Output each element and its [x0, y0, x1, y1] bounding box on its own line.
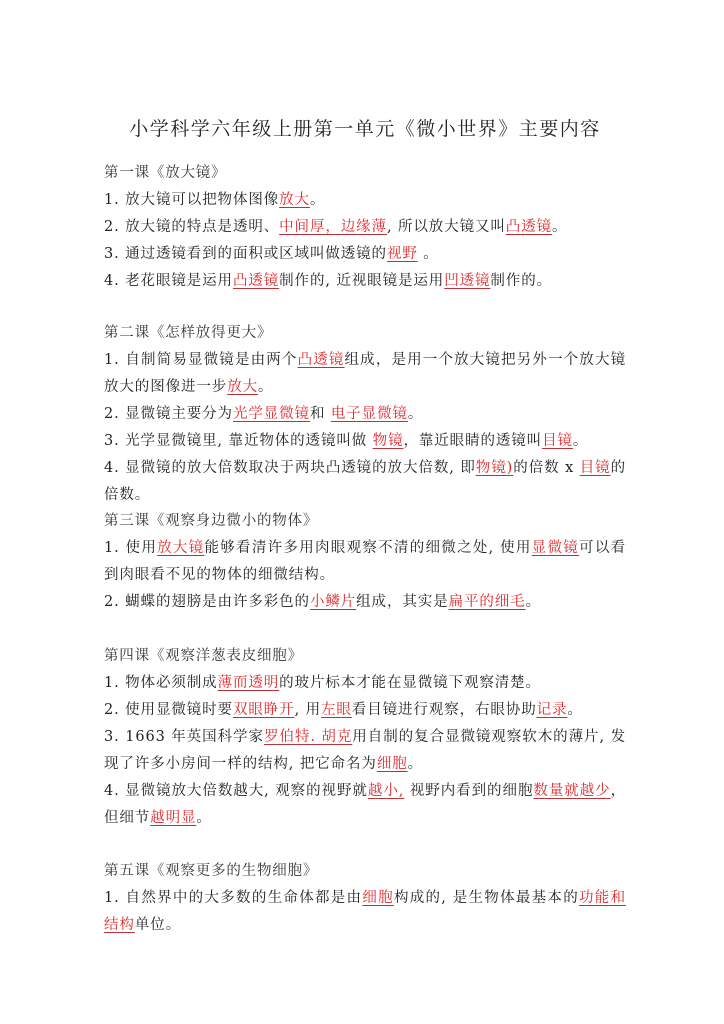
item-text: 。 [196, 810, 212, 826]
answer-blank: 小鳞片 [309, 594, 357, 610]
item-text: 1. 放大镜可以把物体图像 [104, 192, 280, 208]
item-text: 1. 自制简易显微镜是由两个 [104, 352, 298, 368]
item-text: 2. 使用显微镜时要 [104, 702, 233, 718]
item-text: 。 [407, 756, 424, 772]
answer-blank: 视野 [386, 246, 418, 262]
item-text: , 所以放大镜又叫 [386, 219, 506, 235]
item-text: 单位。 [134, 917, 182, 933]
answer-blank: 物镜 [372, 433, 404, 449]
item-text: 2. 放大镜的特点是透明、 [104, 219, 280, 235]
item-text: 2. 蝴蝶的翅膀是由许多彩色的 [104, 594, 310, 610]
answer-blank: 光学显微镜 [232, 406, 310, 422]
answer-blank: 越明显 [150, 810, 197, 826]
lesson-3 [104, 508, 626, 616]
list-item [104, 241, 626, 268]
list-item [104, 347, 626, 401]
list-item [104, 589, 626, 616]
list-item [104, 885, 626, 939]
item-text: 构成的, 是生物体最基本的 [393, 890, 580, 906]
item-text: 组成，其实是 [356, 594, 449, 610]
item-text: 3. 通过透镜看到的面积或区域叫做透镜的 [104, 246, 387, 262]
item-text: 1. 物体必须制成 [104, 675, 218, 691]
item-text: 4. 老花眼镜是运用 [104, 273, 233, 289]
item-text: 。 [552, 219, 568, 235]
lesson-heading: 第四课《观察洋葱表皮细胞》 [104, 648, 303, 664]
list-item [104, 214, 626, 241]
item-text: 。 [258, 379, 274, 395]
item-text: 的倍数 x [513, 460, 580, 476]
list-item [104, 268, 626, 295]
answer-blank: 细胞 [362, 890, 394, 906]
item-text: ，但细节 [104, 783, 627, 826]
item-text: 。 [572, 433, 589, 449]
answer-blank: 中间厚，边缘薄 [279, 219, 387, 235]
item-text: 3. 光学显微镜里, 靠近物体的透镜叫做 [104, 433, 373, 449]
list-item [104, 428, 626, 455]
list-item [104, 724, 626, 778]
answer-blank: 电子显微镜 [330, 406, 408, 422]
item-text: 4. 显微镜的放大倍数取决于两块凸透镜的放大倍数, 即 [104, 460, 476, 476]
list-item [104, 670, 626, 697]
item-text: 。 [417, 246, 439, 262]
answer-blank: 放大 [279, 192, 310, 208]
lesson-5 [104, 858, 626, 939]
item-text: 。 [309, 192, 326, 208]
item-text: 3. 1663 年英国科学家 [104, 729, 264, 745]
item-text: 的倍数。 [104, 460, 626, 503]
item-text: 组成，是用一个放大镜把另外一个放大镜放大的图像进一步 [104, 352, 627, 395]
item-text: 视野内看到的细胞 [404, 783, 534, 799]
answer-blank: 放大镜 [157, 540, 205, 556]
item-text: , 用 [294, 702, 321, 718]
item-text: 可以看到肉眼看不见的物体的细微结构。 [104, 540, 627, 583]
answer-blank: 罗伯特. 胡克 [263, 729, 353, 745]
lesson-heading: 第二课《怎样放得更大》 [104, 325, 273, 341]
item-text: 。 [567, 702, 583, 718]
item-text: 能够看清许多用肉眼观察不清的细微之处, 使用 [204, 540, 532, 556]
list-item [104, 535, 626, 589]
lesson-2 [104, 320, 626, 509]
item-text: 。 [525, 594, 541, 610]
answer-blank: 目镜 [579, 460, 611, 476]
item-text: 和 [309, 406, 331, 422]
item-text: 看目镜进行观察，右眼协助 [351, 702, 537, 718]
lesson-heading: 第三课《观察身边微小的物体》 [104, 513, 319, 529]
lesson-1 [104, 160, 626, 295]
answer-blank: 细胞 [376, 756, 408, 772]
answer-blank: 显微镜 [531, 540, 580, 556]
item-text: 制作的, 近视眼镜是运用 [279, 273, 445, 289]
answer-blank: 功能和结构 [104, 890, 626, 933]
item-text: 2. 显微镜主要分为 [104, 406, 233, 422]
answer-blank: 越小, [367, 783, 405, 799]
answer-blank: 凸透镜 [297, 352, 345, 368]
item-text: 用自制的复合显微镜观察软木的薄片, 发现了许多小房间一样的结构, 把它命名为 [104, 729, 626, 772]
item-text: 1. 使用 [104, 540, 158, 556]
answer-blank: 凸透镜 [505, 219, 552, 235]
answer-blank: 凸透镜 [232, 273, 280, 289]
list-item [104, 778, 626, 832]
answer-blank: 放大 [227, 379, 259, 395]
item-text: 1. 自然界中的大多数的生命体都是由 [104, 890, 363, 906]
lesson-heading: 第一课《放大镜》 [104, 165, 227, 181]
answer-blank: 物镜) [475, 460, 514, 476]
answer-blank: 左眼 [320, 702, 352, 718]
answer-blank: 凹透镜 [444, 273, 491, 289]
item-text: 4. 显微镜放大倍数越大, 观察的视野就 [104, 783, 368, 799]
answer-blank: 双眼睁开 [232, 702, 295, 718]
document-title: 小学科学六年级上册第一单元《微小世界》主要内容 [129, 118, 601, 140]
item-text: 。 [407, 406, 424, 422]
lesson-4 [104, 643, 626, 832]
answer-blank: 薄而透明 [217, 675, 280, 691]
item-text: 的玻片标本才能在显微镜下观察清楚。 [279, 675, 541, 691]
lesson-heading: 第五课《观察更多的生物细胞》 [104, 863, 319, 879]
list-item [104, 187, 626, 214]
answer-blank: 记录 [536, 702, 568, 718]
list-item [104, 455, 626, 509]
answer-blank: 扁平的细毛 [448, 594, 526, 610]
answer-blank: 数量就越少 [533, 783, 611, 799]
answer-blank: 目镜 [542, 433, 573, 449]
item-text: ，靠近眼睛的透镜叫 [403, 433, 543, 449]
item-text: 制作的。 [490, 273, 552, 289]
list-item [104, 697, 626, 724]
list-item [104, 401, 626, 428]
